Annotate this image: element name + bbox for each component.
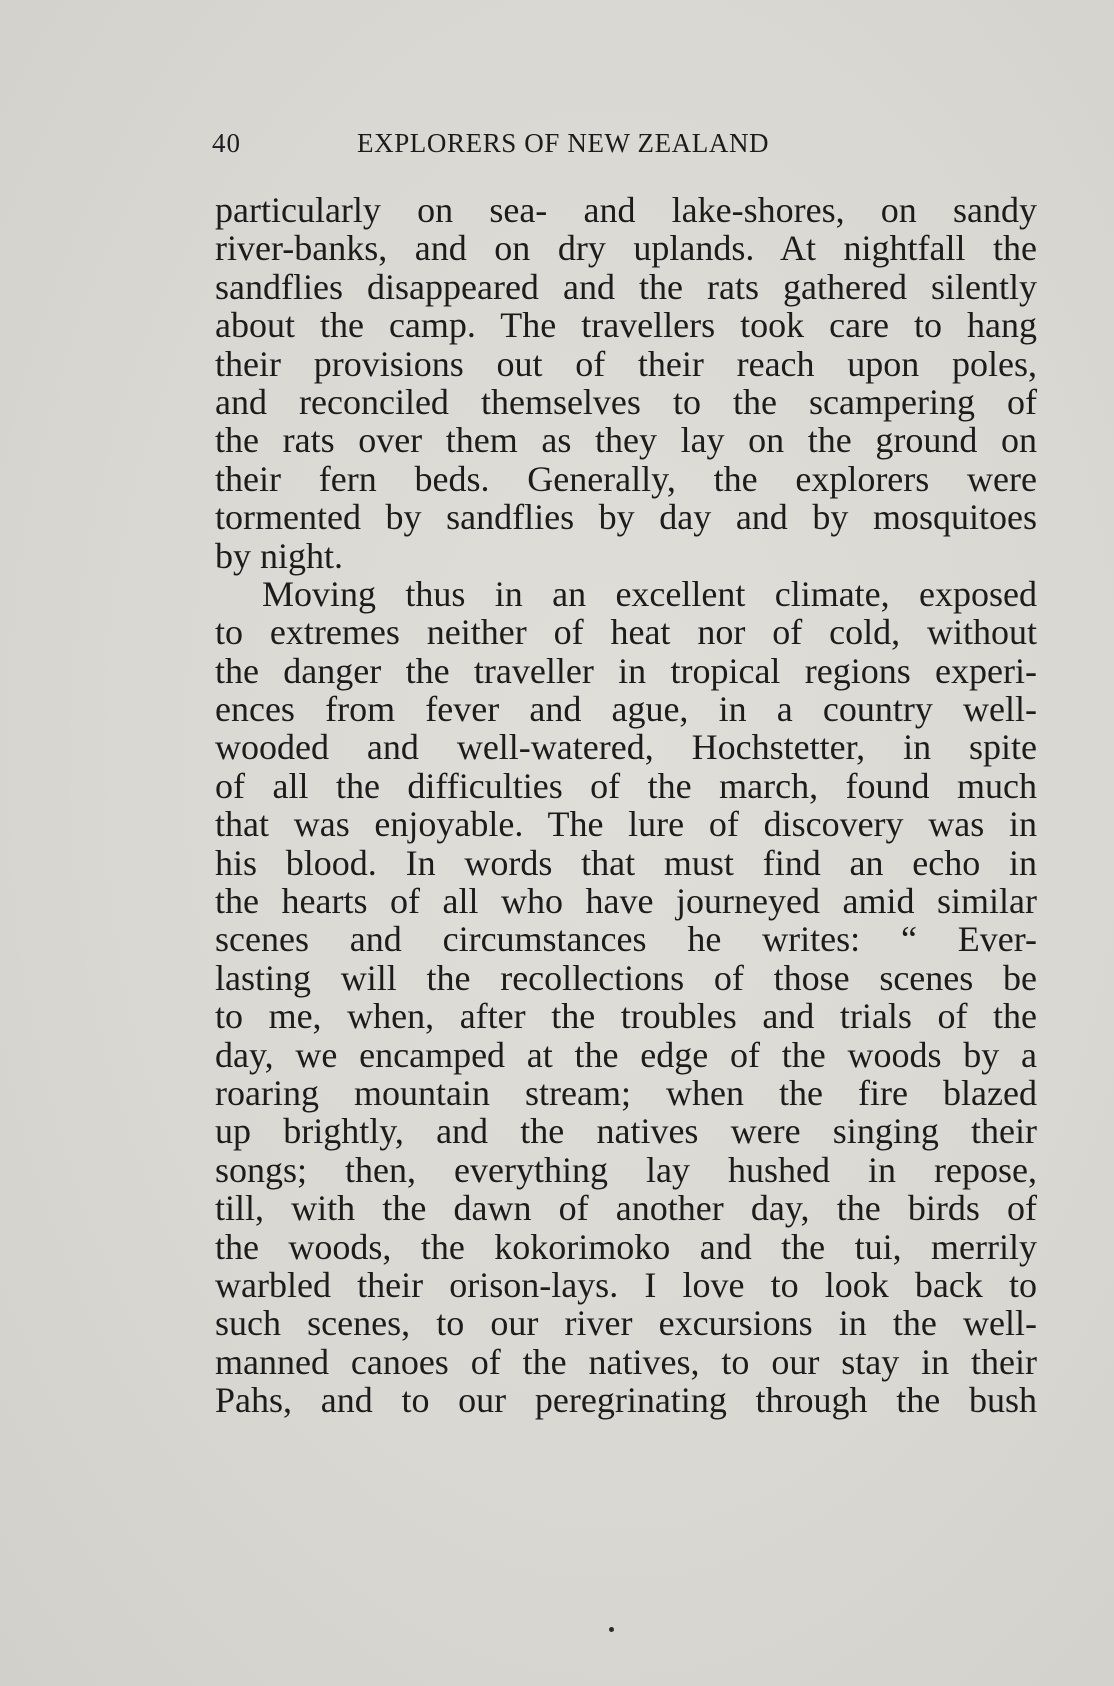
text-line: day, we encamped at the edge of the woods by a bbox=[215, 1034, 1037, 1075]
text-line: warbled their orison-lays. I love to look back to bbox=[215, 1264, 1037, 1305]
text-line: the rats over them as they lay on the ground on bbox=[215, 420, 1037, 461]
text-line: that was enjoyable. The lure of discovery was in bbox=[215, 804, 1037, 845]
text-line: and reconciled themselves to the scampering of bbox=[215, 381, 1037, 422]
body-text bbox=[215, 191, 1037, 1420]
text-line: of all the difficulties of the march, found much bbox=[215, 765, 1037, 806]
text-line: such scenes, to our river excursions in the well- bbox=[215, 1303, 1037, 1344]
text-line: Pahs, and to our peregrinating through the bush bbox=[215, 1380, 1037, 1421]
text-line: sandflies disappeared and the rats gathered silently bbox=[215, 266, 1037, 307]
text-line: river-banks, and on dry uplands. At nightfall the bbox=[215, 228, 1037, 269]
text-line: about the camp. The travellers took care to hang bbox=[215, 305, 1037, 346]
text-line: lasting will the recollections of those scenes be bbox=[215, 957, 1037, 998]
ink-speck bbox=[609, 1627, 614, 1632]
text-line: tormented by sandflies by day and by mosquitoes bbox=[215, 497, 1037, 538]
text-line: to me, when, after the troubles and trials of the bbox=[215, 996, 1037, 1037]
text-line: up brightly, and the natives were singing their bbox=[215, 1111, 1037, 1152]
text-line: songs; then, everything lay hushed in repose, bbox=[215, 1149, 1037, 1190]
paragraph-first-line: Moving thus in an excellent climate, exposed bbox=[262, 573, 1037, 614]
text-line: his blood. In words that must find an echo in bbox=[215, 842, 1037, 883]
page-number: 40 bbox=[212, 128, 241, 158]
running-head: EXPLORERS OF NEW ZEALAND bbox=[357, 128, 770, 158]
text-line: wooded and well-watered, Hochstetter, in spite bbox=[215, 727, 1037, 768]
text-line: roaring mountain stream; when the fire blazed bbox=[215, 1072, 1037, 1113]
text-line: till, with the dawn of another day, the birds of bbox=[215, 1188, 1037, 1229]
text-line: to extremes neither of heat nor of cold, without bbox=[215, 612, 1037, 653]
text-line: by night. bbox=[215, 535, 344, 576]
text-line: manned canoes of the natives, to our stay in their bbox=[215, 1341, 1037, 1382]
text-line: their fern beds. Generally, the explorers were bbox=[215, 458, 1037, 499]
text-line: the woods, the kokorimoko and the tui, merrily bbox=[215, 1226, 1037, 1267]
text-line: scenes and circumstances he writes: “ Ever- bbox=[215, 919, 1037, 960]
text-line: the hearts of all who have journeyed amid similar bbox=[215, 881, 1037, 922]
text-line: their provisions out of their reach upon poles, bbox=[215, 343, 1037, 384]
text-line: the danger the traveller in tropical regions experi- bbox=[215, 650, 1037, 691]
text-line: particularly on sea- and lake-shores, on sandy bbox=[215, 190, 1037, 230]
text-line: ences from fever and ague, in a country well- bbox=[215, 689, 1037, 730]
page-header bbox=[212, 128, 892, 168]
